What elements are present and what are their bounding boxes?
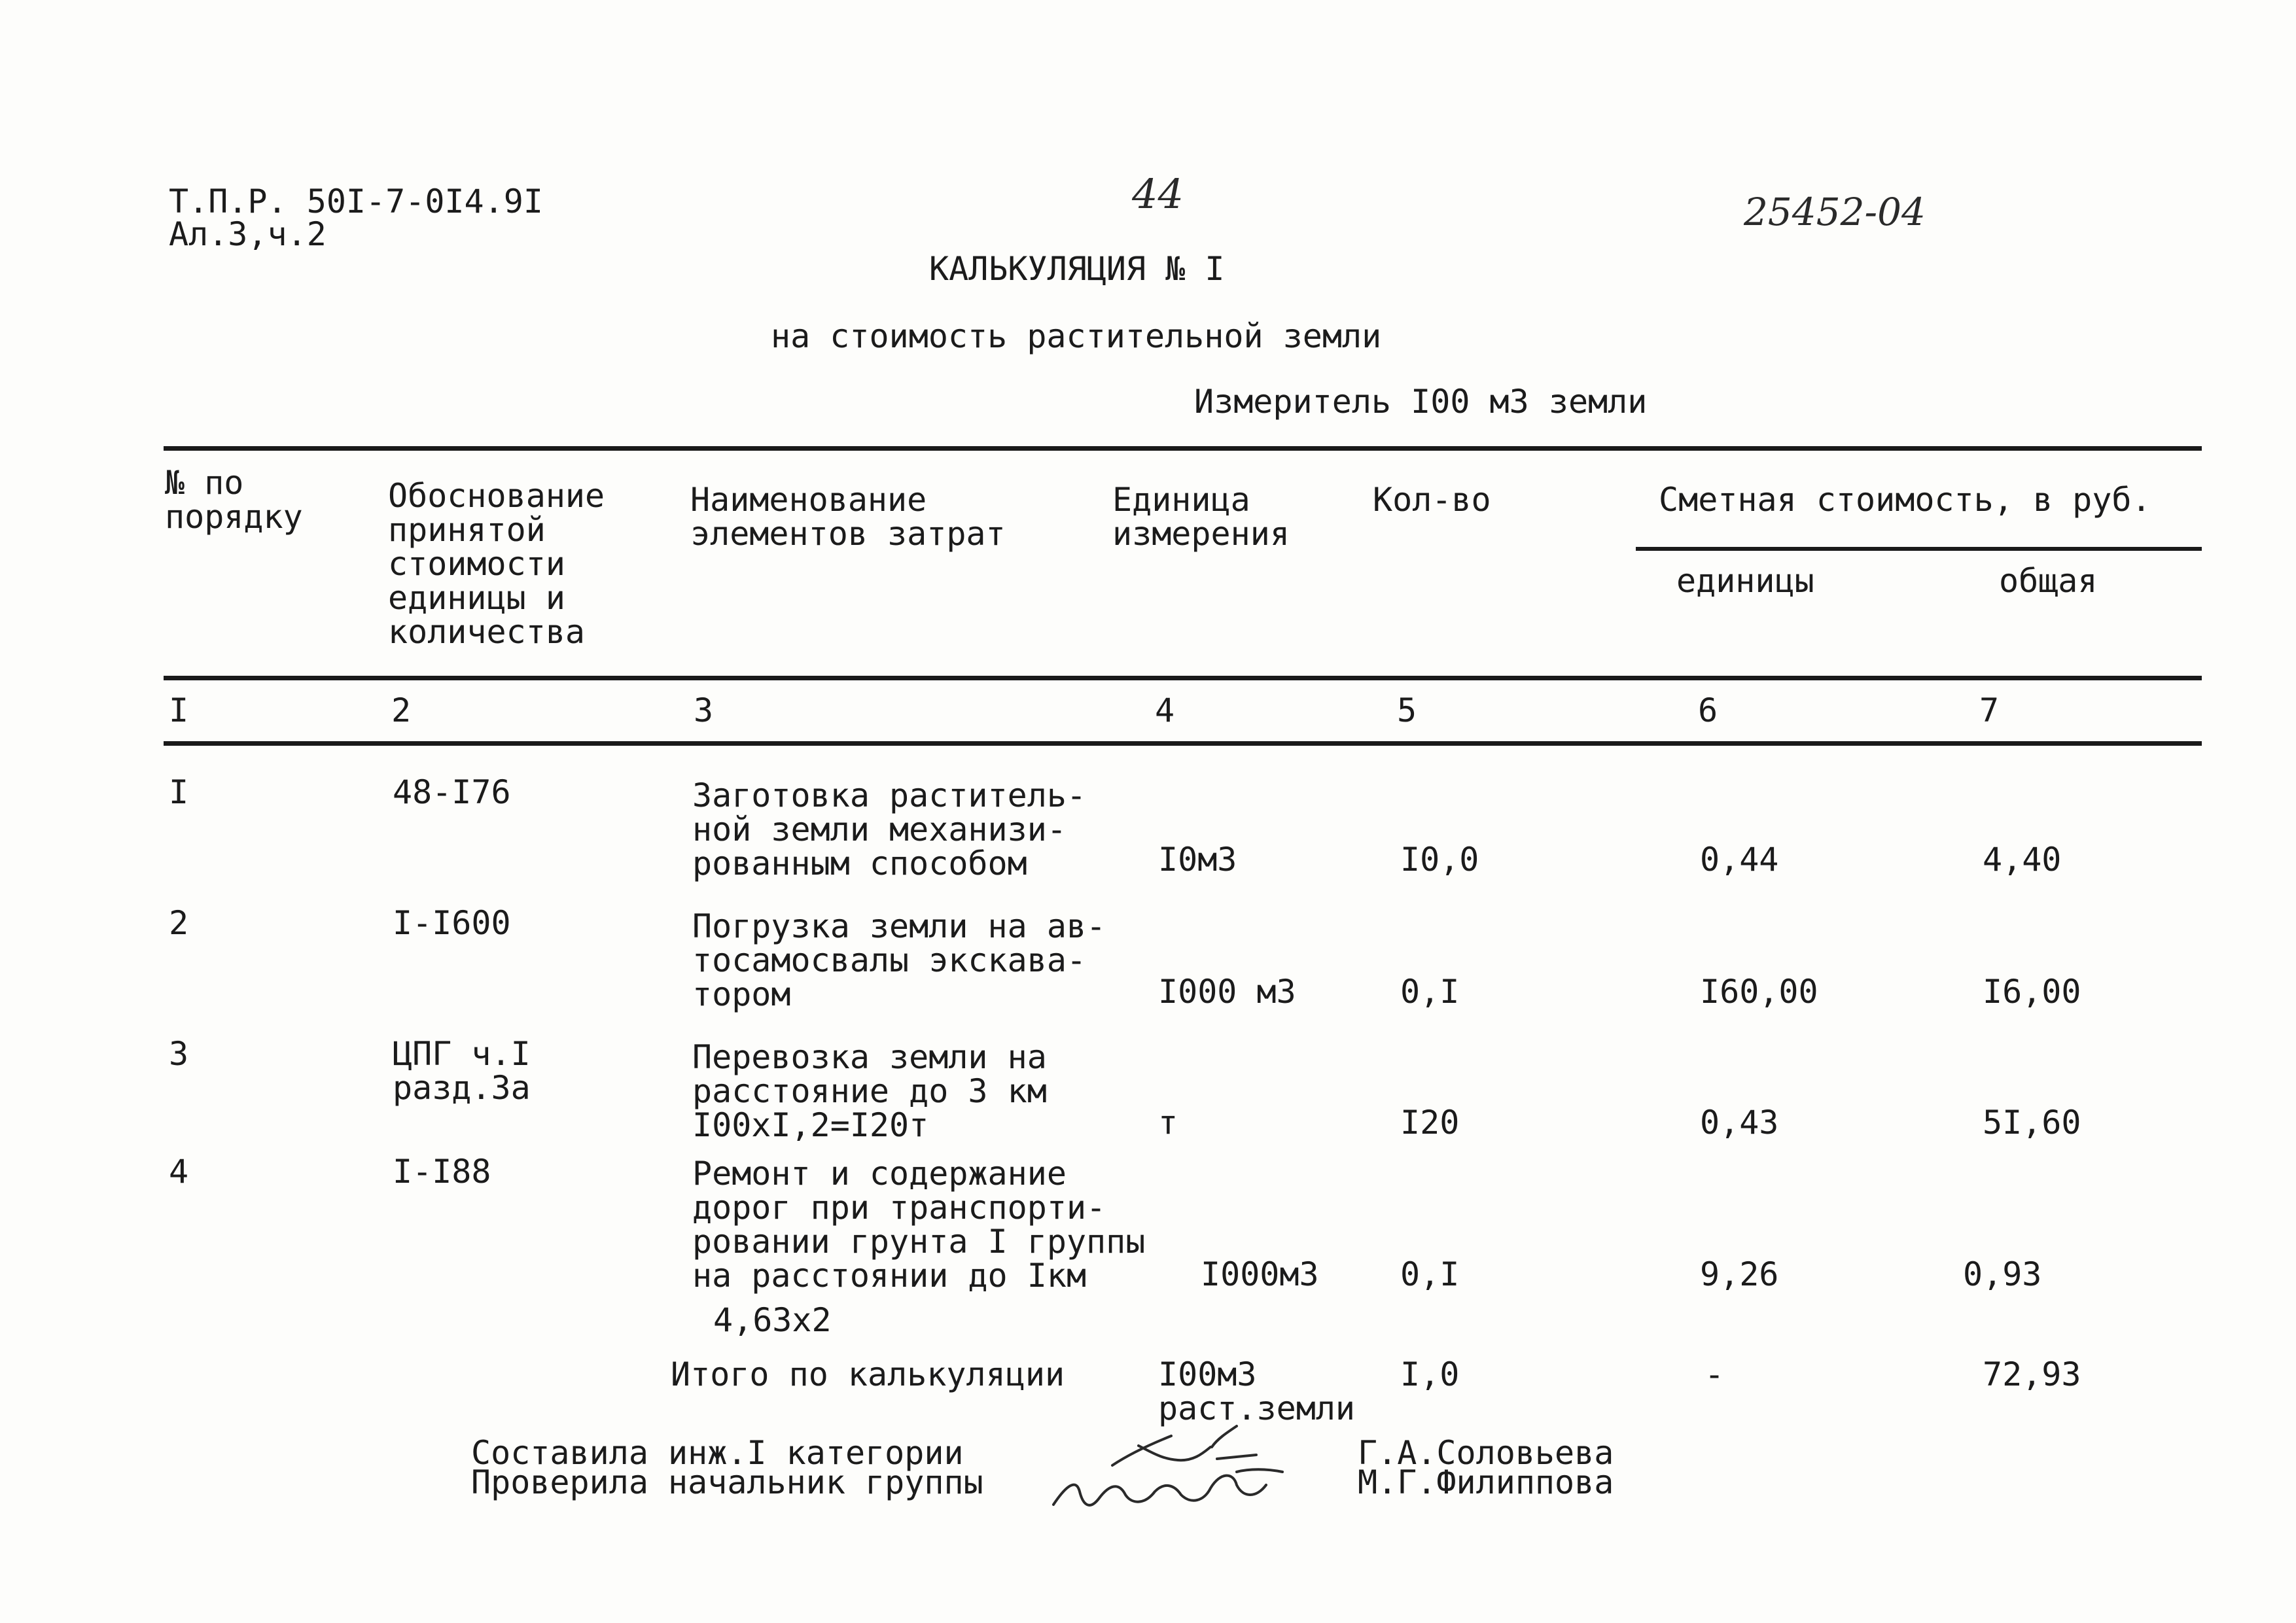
doc-code-line1: Т.П.Р. 50I-7-0I4.9I [169,183,543,220]
composer-name: Г.А.Соловьева [1358,1434,1614,1472]
row-total-cost: 4,40 [1983,841,2062,879]
header-basis: Обоснование принятой стоимости единицы и количества [388,477,605,651]
row-number: I [169,773,189,811]
total-unit: I00м3 раст.земли [1158,1355,1356,1427]
total-quantity: I,0 [1400,1355,1460,1393]
row-cost-calculation: 4,63х2 [713,1301,832,1339]
row-basis: 48-I76 [393,773,511,811]
header-unit: Единица измерения [1112,481,1290,553]
composed-by-label: Составила инж.I категории [471,1434,964,1472]
row-unit: I000м3 [1201,1255,1319,1293]
column-number: 4 [1155,691,1175,729]
row-unit: I0м3 [1158,841,1237,879]
row-unit-cost: I60,00 [1700,973,1818,1011]
row-unit-cost: 0,44 [1700,841,1779,879]
unit-note: Измеритель I00 м3 земли [1194,383,1648,421]
row-basis: I-I600 [393,904,511,942]
column-number: I [169,691,189,729]
row-basis: I-I88 [393,1153,491,1191]
document-subtitle: на стоимость растительной земли [771,317,1382,355]
column-number: 6 [1698,691,1718,729]
header-total-cost: общая [1999,562,2098,600]
row-quantity: I20 [1400,1104,1460,1142]
row-cost-element: Перевозка земли на расстояние до 3 км I00хI,2=I20т [692,1038,1047,1144]
column-number: 5 [1397,691,1417,729]
total-label: Итого по калькуляции [671,1355,1065,1393]
row-unit-cost: 9,26 [1700,1255,1779,1293]
document-title: КАЛЬКУЛЯЦИЯ № I [929,250,1225,288]
row-basis: ЦПГ ч.I разд.3а [393,1035,531,1107]
column-numbers-rule [164,741,2202,746]
page-number: 44 [1132,170,1184,218]
header-quantity: Кол-во [1373,481,1491,519]
row-unit: I000 м3 [1158,973,1296,1011]
total-cost: 72,93 [1983,1355,2081,1393]
cost-group-rule [1636,547,2202,551]
row-cost-element: Ремонт и содержание дорог при транспорти- ровании грунта I группы на расстоянии до Iкм [692,1155,1146,1295]
row-quantity: 0,I [1400,1255,1460,1293]
row-number: 2 [169,904,189,942]
column-number: 3 [694,691,714,729]
row-quantity: I0,0 [1400,841,1479,879]
header-cost-element: Наименование элементов затрат [690,481,1006,553]
handwritten-signatures [1040,1406,1322,1524]
row-number: 3 [169,1035,189,1073]
column-number: 7 [1979,691,2000,729]
checker-name: М.Г.Филиппова [1358,1463,1614,1501]
row-total-cost: 0,93 [1963,1255,2042,1293]
total-unit-cost: - [1704,1355,1725,1393]
row-number: 4 [169,1153,189,1191]
row-cost-element: Погрузка земли на ав- тосамосвалы экскава- тором [692,907,1106,1013]
header-estimated-cost: Сметная стоимость, в руб. [1659,481,2151,519]
header-bottom-rule [164,676,2202,680]
checked-by-label: Проверила начальник группы [471,1463,983,1501]
row-total-cost: I6,00 [1983,973,2081,1011]
inventory-number: 25452-04 [1744,190,1926,234]
row-unit: т [1158,1104,1178,1142]
header-unit-cost: единицы [1676,562,1814,600]
column-number: 2 [391,691,412,729]
row-unit-cost: 0,43 [1700,1104,1779,1142]
row-cost-element: Заготовка раститель- ной земли механизи- рованным способом [692,777,1087,882]
row-quantity: 0,I [1400,973,1460,1011]
row-total-cost: 5I,60 [1983,1104,2081,1142]
table-top-rule [164,446,2202,451]
doc-code-line2: Ал.3,ч.2 [169,215,327,253]
header-row-number: № по порядку [165,464,303,536]
